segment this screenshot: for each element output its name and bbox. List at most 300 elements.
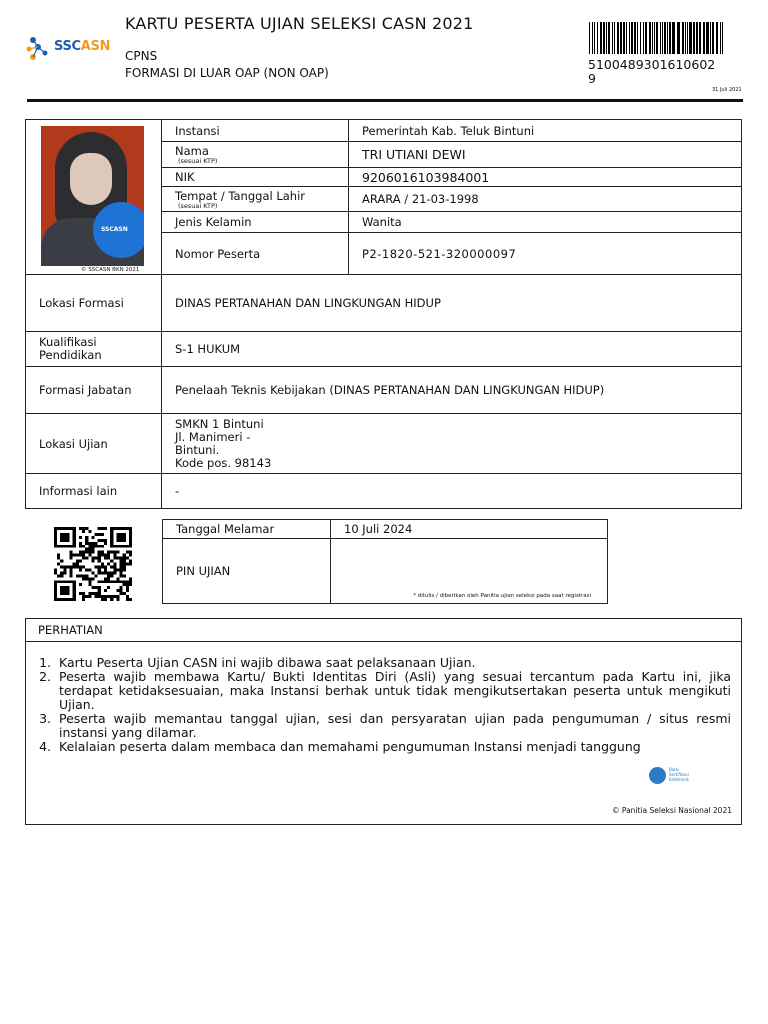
qr-module bbox=[116, 551, 119, 554]
qr-module bbox=[70, 565, 73, 568]
qr-module bbox=[85, 539, 88, 542]
value-nomor-peserta: P2-1820-521-320000097 bbox=[349, 233, 742, 275]
qr-module bbox=[88, 548, 91, 551]
qr-module bbox=[107, 557, 110, 560]
label-formasi-jabatan: Formasi Jabatan bbox=[26, 367, 162, 414]
qr-module bbox=[76, 565, 79, 568]
qr-module bbox=[54, 542, 57, 545]
qr-module bbox=[110, 536, 113, 539]
qr-module bbox=[60, 533, 63, 536]
bse-logo bbox=[649, 766, 699, 786]
barcode-bar bbox=[612, 22, 613, 54]
barcode-bar bbox=[672, 22, 675, 54]
qr-module bbox=[73, 598, 76, 601]
qr-module bbox=[73, 554, 76, 557]
qr-module bbox=[73, 536, 76, 539]
barcode-bar bbox=[682, 22, 684, 54]
barcode-bar bbox=[594, 22, 595, 54]
qr-module bbox=[54, 536, 57, 539]
qr-module bbox=[85, 542, 88, 545]
qr-module bbox=[129, 577, 132, 580]
qr-module bbox=[85, 577, 88, 580]
value-formasi-jabatan: Penelaah Teknis Kebijakan (DINAS PERTANAHAN DAN LINGKUNGAN HIDUP) bbox=[162, 367, 742, 414]
qr-module bbox=[63, 589, 66, 592]
qr-module bbox=[60, 536, 63, 539]
qr-module bbox=[91, 586, 94, 589]
qr-module bbox=[57, 598, 60, 601]
qr-module bbox=[70, 551, 73, 554]
qr-module bbox=[60, 539, 63, 542]
qr-module bbox=[98, 533, 101, 536]
qr-module bbox=[70, 580, 73, 583]
qr-module bbox=[98, 527, 101, 530]
qr-module bbox=[73, 580, 76, 583]
qr-module bbox=[126, 545, 129, 548]
qr-module bbox=[126, 527, 129, 530]
qr-module bbox=[101, 598, 104, 601]
qr-module bbox=[98, 589, 101, 592]
qr-module bbox=[57, 527, 60, 530]
qr-module bbox=[54, 589, 57, 592]
qr-module bbox=[120, 574, 123, 577]
qr-module bbox=[116, 598, 119, 601]
qr-module bbox=[60, 589, 63, 592]
qr-module bbox=[98, 586, 101, 589]
qr-module bbox=[123, 565, 126, 568]
qr-module bbox=[104, 565, 107, 568]
barcode-bar bbox=[603, 22, 605, 54]
qr-module bbox=[116, 595, 119, 598]
qr-module bbox=[101, 580, 104, 583]
photo-cell bbox=[26, 120, 162, 275]
qr-module bbox=[101, 551, 104, 554]
qr-module bbox=[123, 592, 126, 595]
qr-module bbox=[101, 563, 104, 566]
qr-module bbox=[123, 545, 126, 548]
qr-module bbox=[120, 586, 123, 589]
qr-module bbox=[116, 533, 119, 536]
qr-module bbox=[104, 527, 107, 530]
qr-module bbox=[98, 571, 101, 574]
qr-module bbox=[91, 548, 94, 551]
qr-module bbox=[60, 598, 63, 601]
label-instansi: Instansi bbox=[162, 120, 349, 142]
qr-module bbox=[73, 530, 76, 533]
qr-module bbox=[57, 545, 60, 548]
qr-module bbox=[101, 595, 104, 598]
qr-module bbox=[57, 563, 60, 566]
qr-module bbox=[79, 551, 82, 554]
qr-module bbox=[82, 527, 85, 530]
qr-module bbox=[73, 539, 76, 542]
qr-module bbox=[66, 592, 69, 595]
qr-module bbox=[60, 527, 63, 530]
qr-module bbox=[73, 592, 76, 595]
value-tanggal-melamar: 10 Juli 2024 bbox=[331, 520, 608, 539]
qr-module bbox=[104, 554, 107, 557]
perhatian-item: 3. Peserta wajib memantau tanggal ujian, sesi dan persyaratan ujian pada pengumuman / situs resmi instansi yang dilamar. bbox=[55, 712, 731, 740]
qr-module bbox=[98, 592, 101, 595]
qr-module bbox=[126, 557, 129, 560]
barcode-bar bbox=[689, 22, 692, 54]
qr-module bbox=[123, 560, 126, 563]
qr-module bbox=[73, 533, 76, 536]
barcode-bar bbox=[660, 22, 661, 54]
card-title: KARTU PESERTA UJIAN SELEKSI CASN 2021 bbox=[125, 14, 474, 33]
qr-module bbox=[63, 580, 66, 583]
qr-module bbox=[98, 551, 101, 554]
value-nik: 9206016103984001 bbox=[349, 168, 742, 187]
qr-module bbox=[120, 527, 123, 530]
photo-caption: © SSCASN BKN 2021 bbox=[81, 267, 140, 273]
qr-module bbox=[104, 568, 107, 571]
barcode-bar bbox=[606, 22, 607, 54]
qr-module bbox=[129, 580, 132, 583]
barcode-bar bbox=[677, 22, 680, 54]
qr-module bbox=[54, 598, 57, 601]
qr-module bbox=[95, 533, 98, 536]
label-nik: NIK bbox=[162, 168, 349, 187]
qr-module bbox=[116, 577, 119, 580]
qr-module bbox=[60, 545, 63, 548]
qr-module bbox=[70, 571, 73, 574]
barcode-bar bbox=[634, 22, 636, 54]
qr-module bbox=[104, 598, 107, 601]
qr-module bbox=[126, 586, 129, 589]
qr-module bbox=[95, 592, 98, 595]
barcode-bar bbox=[637, 22, 638, 54]
qr-module bbox=[98, 565, 101, 568]
qr-module bbox=[120, 560, 123, 563]
barcode-bar bbox=[662, 22, 663, 54]
logo-wordmark: SSCASN bbox=[54, 39, 111, 54]
qr-module bbox=[129, 554, 132, 557]
qr-module bbox=[104, 595, 107, 598]
qr-module bbox=[116, 545, 119, 548]
barcode-bar bbox=[652, 22, 653, 54]
qr-module bbox=[85, 574, 88, 577]
qr-module bbox=[98, 568, 101, 571]
qr-module bbox=[120, 539, 123, 542]
qr-module bbox=[73, 595, 76, 598]
qr-module bbox=[82, 574, 85, 577]
barcode-bar bbox=[597, 22, 598, 54]
qr-module bbox=[63, 536, 66, 539]
qr-module bbox=[101, 554, 104, 557]
qr-module bbox=[66, 527, 69, 530]
qr-module bbox=[63, 527, 66, 530]
qr-module bbox=[95, 595, 98, 598]
qr-module bbox=[60, 574, 63, 577]
barcode-bar bbox=[629, 22, 630, 54]
barcode-bar bbox=[703, 22, 705, 54]
qr-module bbox=[107, 554, 110, 557]
qr-module bbox=[107, 577, 110, 580]
qr-module bbox=[110, 598, 113, 601]
qr-module bbox=[101, 571, 104, 574]
barcode-bar bbox=[645, 22, 647, 54]
qr-module bbox=[104, 542, 107, 545]
qr-module bbox=[123, 539, 126, 542]
qr-module bbox=[66, 545, 69, 548]
barcode-bar bbox=[667, 22, 668, 54]
qr-module bbox=[123, 574, 126, 577]
participant-info-table bbox=[25, 119, 742, 509]
qr-module bbox=[107, 586, 110, 589]
label-pin-ujian: PIN UJIAN bbox=[163, 539, 331, 604]
qr-module bbox=[113, 595, 116, 598]
qr-module bbox=[104, 571, 107, 574]
qr-module bbox=[116, 568, 119, 571]
qr-module bbox=[113, 527, 116, 530]
label-kualifikasi: Kualifikasi Pendidikan bbox=[26, 332, 162, 367]
pin-table bbox=[162, 519, 608, 604]
qr-module bbox=[129, 533, 132, 536]
qr-module bbox=[63, 568, 66, 571]
qr-module bbox=[88, 568, 91, 571]
barcode-bar bbox=[687, 22, 688, 54]
qr-module bbox=[110, 533, 113, 536]
barcode-bar bbox=[600, 22, 602, 54]
qr-module bbox=[66, 598, 69, 601]
qr-module bbox=[73, 563, 76, 566]
qr-module bbox=[98, 560, 101, 563]
qr-module bbox=[126, 563, 129, 566]
qr-module bbox=[88, 595, 91, 598]
qr-module bbox=[129, 598, 132, 601]
header-divider bbox=[27, 99, 743, 102]
qr-module bbox=[113, 557, 116, 560]
qr-module bbox=[120, 536, 123, 539]
qr-module bbox=[95, 574, 98, 577]
qr-module bbox=[110, 542, 113, 545]
barcode-bar bbox=[722, 22, 723, 54]
barcode-bar bbox=[614, 22, 615, 54]
barcode-bar bbox=[589, 22, 590, 54]
qr-module bbox=[110, 571, 113, 574]
qr-module bbox=[79, 527, 82, 530]
perhatian-item: 4. Kelalaian peserta dalam membaca dan memahami pengumuman Instansi menjadi tanggung bbox=[55, 740, 731, 754]
qr-module bbox=[110, 551, 113, 554]
qr-module bbox=[88, 554, 91, 557]
perhatian-title: PERHATIAN bbox=[26, 619, 741, 642]
qr-module bbox=[85, 551, 88, 554]
qr-module bbox=[70, 574, 73, 577]
qr-module bbox=[79, 568, 82, 571]
label-tanggal-melamar: Tanggal Melamar bbox=[163, 520, 331, 539]
qr-module bbox=[113, 563, 116, 566]
qr-module bbox=[85, 527, 88, 530]
qr-module bbox=[98, 580, 101, 583]
bse-logo-text: Balai Sertifikasi Elektronik bbox=[669, 767, 689, 782]
qr-module bbox=[98, 557, 101, 560]
qr-module bbox=[129, 551, 132, 554]
barcode-bar bbox=[654, 22, 655, 54]
qr-module bbox=[120, 568, 123, 571]
qr-module bbox=[123, 557, 126, 560]
qr-module bbox=[129, 560, 132, 563]
qr-module bbox=[57, 574, 60, 577]
qr-module bbox=[82, 554, 85, 557]
qr-module bbox=[91, 577, 94, 580]
qr-module bbox=[82, 595, 85, 598]
qr-module bbox=[91, 571, 94, 574]
qr-module bbox=[70, 568, 73, 571]
qr-module bbox=[54, 539, 57, 542]
qr-module bbox=[123, 563, 126, 566]
qr-module bbox=[107, 580, 110, 583]
qr-module bbox=[76, 554, 79, 557]
barcode-bar bbox=[643, 22, 644, 54]
qr-module bbox=[120, 565, 123, 568]
qr-module bbox=[110, 539, 113, 542]
value-informasi-lain: - bbox=[162, 474, 742, 509]
qr-module bbox=[60, 580, 63, 583]
qr-module bbox=[88, 542, 91, 545]
qr-module bbox=[88, 592, 91, 595]
perhatian-item: 2. Peserta wajib membawa Kartu/ Bukti Identitas Diri (Asli) yang sesuai tercantum pada Kartu ini, jika terdapat ketidaksesuaian, maka Instansi berhak untuk tidak mengikutsertakan peserta untuk mengikuti Ujian. bbox=[55, 670, 731, 712]
qr-module bbox=[82, 551, 85, 554]
qr-module bbox=[54, 533, 57, 536]
qr-module bbox=[104, 589, 107, 592]
qr-module bbox=[54, 545, 57, 548]
qr-module bbox=[126, 583, 129, 586]
qr-module bbox=[110, 574, 113, 577]
barcode-bar bbox=[608, 22, 610, 54]
barcode-bar bbox=[693, 22, 695, 54]
qr-module bbox=[95, 565, 98, 568]
qr-module bbox=[120, 545, 123, 548]
qr-module bbox=[116, 580, 119, 583]
qr-module bbox=[73, 589, 76, 592]
card-subtitle-type: CPNS bbox=[125, 49, 158, 63]
qr-module bbox=[98, 595, 101, 598]
qr-module bbox=[98, 545, 101, 548]
lokasi-ujian-line: Kode pos. 98143 bbox=[175, 455, 272, 470]
qr-module bbox=[113, 554, 116, 557]
barcode-bar bbox=[649, 22, 651, 54]
qr-module bbox=[70, 557, 73, 560]
label-ttl-text: Tempat / Tanggal Lahir bbox=[175, 188, 306, 203]
qr-module bbox=[73, 583, 76, 586]
qr-module bbox=[91, 536, 94, 539]
qr-module bbox=[91, 551, 94, 554]
barcode-bar bbox=[626, 22, 627, 54]
value-lokasi-ujian bbox=[162, 414, 742, 474]
qr-module bbox=[95, 586, 98, 589]
value-lokasi-formasi: DINAS PERTANAHAN DAN LINGKUNGAN HIDUP bbox=[162, 275, 742, 332]
qr-module bbox=[63, 592, 66, 595]
qr-module bbox=[110, 530, 113, 533]
qr-module bbox=[76, 560, 79, 563]
label-nama-text: Nama bbox=[175, 144, 209, 158]
barcode-bar bbox=[696, 22, 698, 54]
qr-module bbox=[98, 554, 101, 557]
qr-module bbox=[110, 527, 113, 530]
label-nama bbox=[162, 142, 349, 168]
qr-module bbox=[63, 533, 66, 536]
qr-module bbox=[116, 536, 119, 539]
label-informasi-lain: Informasi lain bbox=[26, 474, 162, 509]
qr-module bbox=[91, 560, 94, 563]
barcode-bar bbox=[710, 22, 711, 54]
qr-module bbox=[79, 583, 82, 586]
qr-module bbox=[63, 598, 66, 601]
qr-module bbox=[91, 592, 94, 595]
qr-module bbox=[104, 580, 107, 583]
qr-module bbox=[54, 592, 57, 595]
qr-module bbox=[54, 595, 57, 598]
qr-module bbox=[104, 557, 107, 560]
qr-module bbox=[104, 539, 107, 542]
qr-module bbox=[88, 583, 91, 586]
qr-module bbox=[79, 554, 82, 557]
qr-module bbox=[110, 545, 113, 548]
qr-module bbox=[66, 536, 69, 539]
qr-module bbox=[73, 527, 76, 530]
qr-module bbox=[110, 595, 113, 598]
label-nomor-peserta: Nomor Peserta bbox=[162, 233, 349, 275]
lokasi-ujian-line: Jl. Manimeri - bbox=[175, 429, 251, 444]
qr-module bbox=[66, 580, 69, 583]
qr-module bbox=[82, 565, 85, 568]
qr-module bbox=[85, 548, 88, 551]
qr-module bbox=[70, 598, 73, 601]
qr-module bbox=[63, 545, 66, 548]
qr-module bbox=[76, 563, 79, 566]
qr-module bbox=[76, 574, 79, 577]
qr-module bbox=[57, 554, 60, 557]
qr-module bbox=[70, 554, 73, 557]
lokasi-ujian-line: Bintuni. bbox=[175, 442, 220, 457]
qr-module bbox=[129, 563, 132, 566]
qr-module bbox=[101, 565, 104, 568]
qr-module bbox=[120, 589, 123, 592]
barcode-bar bbox=[712, 22, 714, 54]
qr-module bbox=[66, 586, 69, 589]
copyright: © Panitia Seleksi Nasional 2021 bbox=[612, 806, 732, 815]
qr-module bbox=[95, 542, 98, 545]
qr-module bbox=[54, 527, 57, 530]
qr-module bbox=[129, 539, 132, 542]
qr-module bbox=[79, 536, 82, 539]
barcode-bar bbox=[699, 22, 701, 54]
qr-module bbox=[63, 571, 66, 574]
qr-module bbox=[63, 586, 66, 589]
qr-module bbox=[79, 565, 82, 568]
qr-module bbox=[54, 571, 57, 574]
perhatian-list bbox=[26, 656, 741, 754]
perhatian-box bbox=[25, 618, 742, 825]
qr-module bbox=[95, 545, 98, 548]
pin-note: * ditulis / diberikan oleh Panitia ujian seleksi pada saat registrasi bbox=[413, 593, 591, 599]
qr-module bbox=[85, 536, 88, 539]
qr-module bbox=[60, 586, 63, 589]
qr-module bbox=[73, 542, 76, 545]
barcode-bar bbox=[656, 22, 658, 54]
qr-module bbox=[66, 589, 69, 592]
value-jenis-kelamin: Wanita bbox=[349, 212, 742, 233]
barcode-bar bbox=[720, 22, 721, 54]
qr-module bbox=[107, 563, 110, 566]
label-ttl-note: (sesuai KTP) bbox=[178, 201, 218, 210]
qr-module bbox=[113, 545, 116, 548]
qr-module bbox=[129, 542, 132, 545]
qr-module bbox=[57, 557, 60, 560]
qr-module bbox=[88, 580, 91, 583]
qr-module bbox=[79, 574, 82, 577]
qr-module bbox=[113, 571, 116, 574]
